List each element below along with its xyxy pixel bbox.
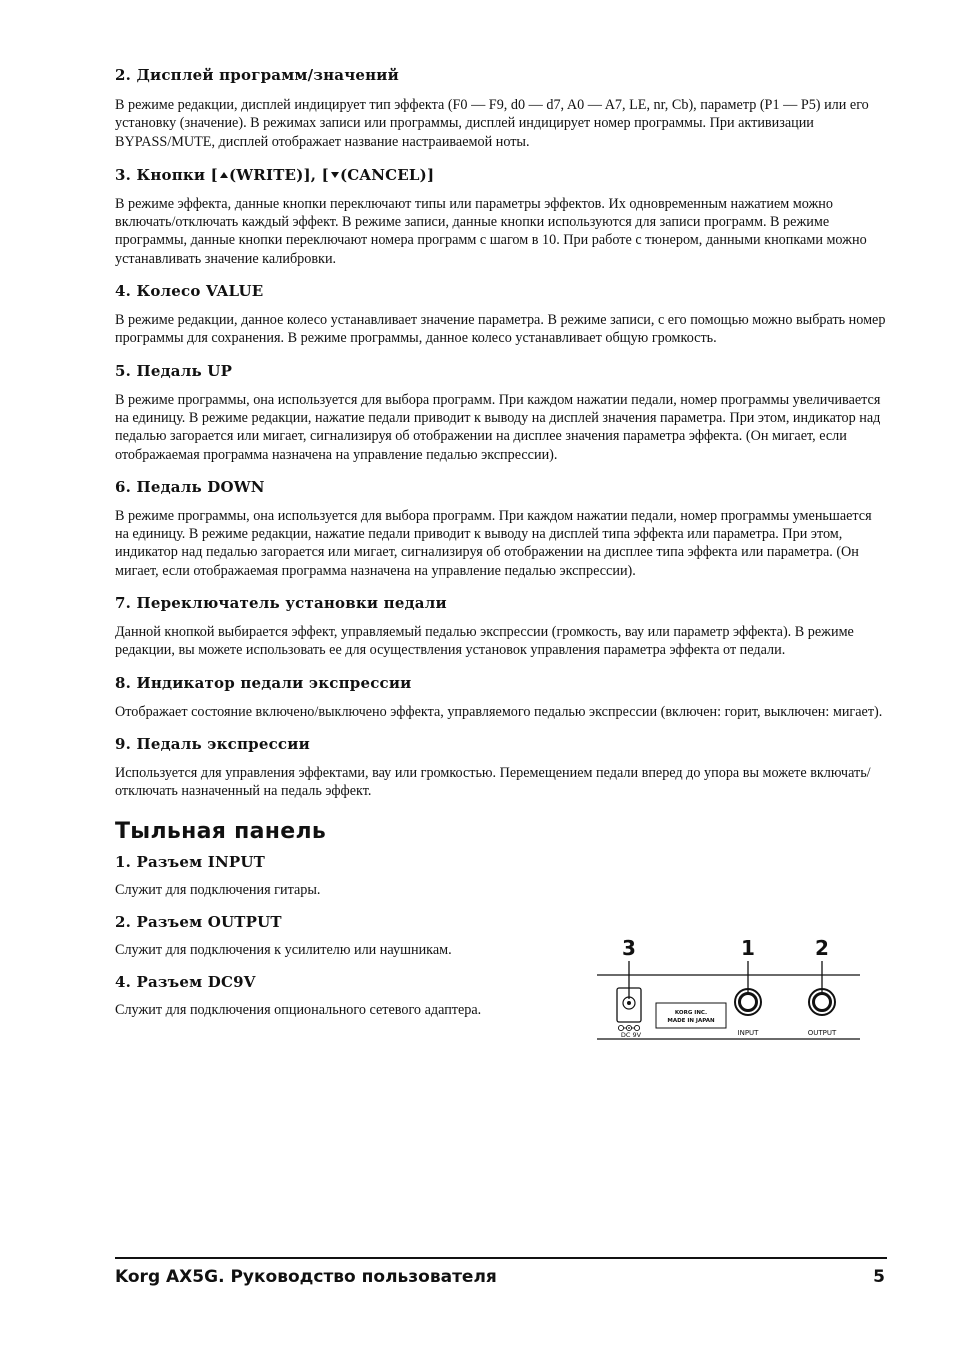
section-heading-pedal-switch: 7. Переключатель установки педали bbox=[115, 594, 447, 613]
rear-panel-diagram bbox=[596, 935, 862, 1045]
section-body-buttons: В режиме эффекта, данные кнопки переключают типы или параметры эффектов. Их одновременным нажатием можно включать/отключать каждый эффект. В режиме записи, данные кнопки используются для записи программ. В режиме программы, данные кнопки переключают номера программ с шагом в 10. При работе с тюнером, данными кнопками можно устанавливать значение калибровки. bbox=[115, 195, 867, 267]
callout-1: 1 bbox=[741, 936, 755, 960]
rear-panel-title: Тыльная панель bbox=[115, 818, 327, 844]
callout-3: 3 bbox=[622, 936, 636, 960]
triangle-up-icon bbox=[220, 172, 228, 178]
callout-2: 2 bbox=[815, 936, 829, 960]
rear-heading-dc9v: 4. Разъем DC9V bbox=[115, 973, 256, 992]
output-jack-icon bbox=[814, 994, 831, 1011]
input-label: INPUT bbox=[737, 1029, 759, 1037]
section-body-pedal-switch: Данной кнопкой выбирается эффект, управляемый педалью экспрессии (громкость, вау или параметр эффекта). В режиме редакции, вы можете использовать ее для осуществления установок управления параметра эффекта от педали. bbox=[115, 624, 854, 659]
page-number: 5 bbox=[873, 1267, 885, 1287]
rear-body-input: Служит для подключения гитары. bbox=[115, 881, 321, 898]
triangle-down-icon bbox=[331, 172, 339, 178]
section-body-pedal-up: В режиме программы, она используется для выбора программ. При каждом нажатии педали, номер программы увеличивается на единицу. В режиме редакции, нажатие педали приводит к выводу на дисплей значения параметра. При этом, индикатор над педалью загорается или мигает, сигнализируя об отображении на дисплее значения параметра эффекта. (Он мигает, если отображаемая программа назначена на управление педалью экспрессии). bbox=[115, 391, 881, 463]
section-heading-display: 2. Дисплей программ/значений bbox=[115, 66, 399, 84]
section-body-value-wheel: В режиме редакции, данное колесо устанавливает значение параметра. В режиме записи, с его помощью можно выбрать номер программы для сохранения. В режиме программы, данное колесо устанавливает общую громкость. bbox=[115, 312, 886, 347]
korg-label-line2: MADE IN JAPAN bbox=[667, 1018, 715, 1024]
rear-body-dc9v: Служит для подключения опционального сетевого адаптера. bbox=[115, 1002, 482, 1019]
section-heading-expression-indicator: 8. Индикатор педали экспрессии bbox=[115, 673, 412, 692]
section-heading-pedal-down: 6. Педаль DOWN bbox=[115, 477, 265, 496]
input-jack-icon bbox=[740, 994, 757, 1011]
section-heading-pedal-up: 5. Педаль UP bbox=[115, 361, 233, 380]
section-body-expression-indicator: Отображает состояние включено/выключено эффекта, управляемого педалью экспрессии (включен: горит, выключен: мигает). bbox=[115, 703, 883, 720]
section-heading-buttons: 3. Кнопки [ (WRITE)], [ (CANCEL)] bbox=[115, 165, 435, 184]
page-content bbox=[115, 60, 887, 1019]
section-heading-expression-pedal: 9. Педаль экспрессии bbox=[115, 734, 310, 753]
rear-heading-input: 1. Разъем INPUT bbox=[115, 852, 266, 871]
footer-title: Korg AX5G. Руководство пользователя bbox=[115, 1267, 497, 1287]
rear-body-output: Служит для подключения к усилителю или наушникам. bbox=[115, 941, 452, 958]
section-body-display: В режиме редакции, дисплей индицирует тип эффекта (F0 — F9, d0 — d7, A0 — A7, LE, nr, Cb), параметр (P1 — P5) или его установку (значение). В режимах записи или программы, дисплей индицирует номер программы. При активизации BYPASS/MUTE, дисплей отображает название настраиваемой ноты. bbox=[115, 97, 869, 150]
output-label: OUTPUT bbox=[807, 1029, 837, 1037]
rear-heading-output: 2. Разъем OUTPUT bbox=[115, 912, 282, 931]
footer-divider bbox=[115, 1257, 887, 1259]
dc-label: DC 9V bbox=[620, 1031, 642, 1039]
polarity-icon bbox=[618, 1025, 639, 1030]
section-body-pedal-down: В режиме программы, она используется для выбора программ. При каждом нажатии педали, номер программы уменьшается на единицу. В режиме редакции, нажатие педали приводит к выводу на дисплей типа эффекта или параметра. При этом, индикатор над педалью загорается или мигает, сигнализируя об отображении на дисплее типа эффекта или параметра. (Он мигает, если отображаемая программа назначена на управление педалью экспрессии). bbox=[115, 507, 872, 579]
korg-label-line1: KORG INC. bbox=[674, 1010, 708, 1016]
section-body-expression-pedal: Используется для управления эффектами, вау или громкостью. Перемещением педали вперед до упора вы можете включать/отключать назначенный на педаль эффект. bbox=[115, 764, 871, 800]
section-heading-value-wheel: 4. Колесо VALUE bbox=[115, 282, 264, 301]
dc-jack-pin-icon bbox=[627, 1001, 631, 1005]
